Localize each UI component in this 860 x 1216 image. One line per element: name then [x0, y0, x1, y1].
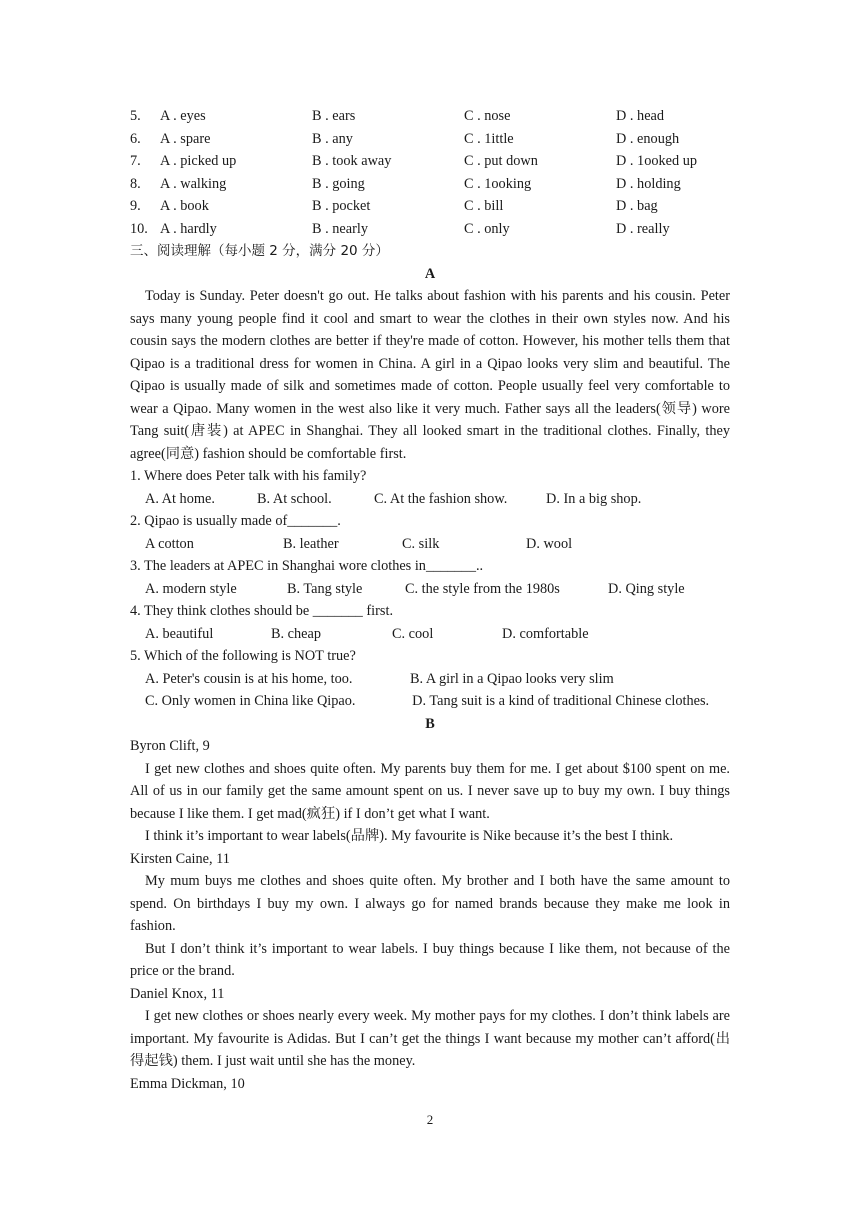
- option-row: [130, 150, 730, 173]
- speaker-name: Emma Dickman, 10: [130, 1075, 245, 1092]
- paragraph: But I don’t think it’s important to wear labels. I buy things because I like them, not because of the price or the brand.: [130, 940, 730, 979]
- answer-choices: [130, 488, 730, 511]
- answer-choice: B. At school.: [257, 490, 332, 507]
- option-a: A . picked up: [160, 153, 237, 169]
- answer-choice: C. silk: [402, 535, 440, 552]
- question-number: 7.: [130, 153, 141, 169]
- question-number: 9.: [130, 198, 141, 214]
- answer-choice: A. modern style: [145, 580, 237, 597]
- answer-choice: A cotton: [145, 535, 194, 552]
- option-d: D . enough: [616, 130, 680, 147]
- question-text: 4. They think clothes should be _______ first.: [130, 603, 394, 619]
- option-a: A . walking: [160, 175, 227, 192]
- option-c: C . nose: [464, 108, 511, 124]
- option-row: [130, 128, 730, 151]
- option-d: D . head: [616, 108, 665, 124]
- passage-a-questions: [130, 465, 730, 713]
- question-number: 8.: [130, 175, 141, 192]
- option-c: C . 1ittle: [464, 130, 514, 147]
- option-a: A . eyes: [160, 108, 206, 124]
- speaker-name: Byron Clift, 9: [130, 738, 210, 754]
- question-number: 5.: [130, 108, 141, 124]
- answer-choice: A. At home.: [145, 490, 215, 507]
- answer-choice: D. In a big shop.: [546, 490, 642, 507]
- option-row: [130, 173, 730, 196]
- option-d: D . holding: [616, 175, 681, 192]
- option-d: D . 1ooked up: [616, 153, 698, 169]
- answer-choice: C. Only women in China like Qipao.: [145, 693, 356, 709]
- question-text: 2. Qipao is usually made of_______.: [130, 513, 341, 529]
- answer-choices: [130, 578, 730, 601]
- answer-choice: D. comfortable: [502, 625, 589, 642]
- page-number: 2: [426, 1112, 434, 1127]
- option-a: A . spare: [160, 130, 211, 147]
- paragraph: I get new clothes and shoes quite often. My parents buy them for me. I get about $100 spent on me. All of us in our family get the same amount spent on us. I never save up to buy my own. I buy things because I like them. I get mad(疯狂) if I don’t get what I want.: [130, 760, 730, 822]
- answer-choice: A. Peter's cousin is at his home, too.: [145, 670, 353, 687]
- cloze-options: [130, 105, 730, 240]
- answer-choice: B. cheap: [271, 625, 322, 642]
- answer-choice: B. Tang style: [287, 580, 363, 597]
- paragraph: I think it’s important to wear labels(品牌). My favourite is Nike because it’s the best I think.: [145, 828, 674, 844]
- question-number: 10.: [130, 220, 148, 237]
- option-b: B . nearly: [312, 220, 368, 237]
- paragraph: My mum buys me clothes and shoes quite often. My brother and I both have the same amount to spend. On birthdays I buy my own. I always go for named brands because they make me look in fashion.: [130, 873, 730, 934]
- option-row: [130, 105, 730, 128]
- answer-choice: C. At the fashion show.: [374, 490, 508, 507]
- option-row: [130, 195, 730, 218]
- option-c: C . bill: [464, 198, 504, 214]
- option-b: B . any: [312, 130, 353, 147]
- answer-choice: A. beautiful: [145, 625, 214, 642]
- paragraph: I get new clothes or shoes nearly every week. My mother pays for my clothes. I don’t think labels are important. My favourite is Adidas. But I can’t get the things I want because my mother can’t afford(出得起钱) them. I just wait until she has the money.: [130, 1008, 730, 1069]
- question-text: 3. The leaders at APEC in Shanghai wore clothes in_______..: [130, 558, 484, 574]
- option-a: A . book: [160, 198, 209, 214]
- option-d: D . really: [616, 220, 670, 237]
- answer-choices: [130, 623, 730, 646]
- answer-choice: D. wool: [526, 535, 573, 552]
- option-a: A . hardly: [160, 220, 217, 237]
- answer-choice: C. the style from the 1980s: [405, 580, 560, 597]
- question-number: 6.: [130, 130, 141, 147]
- speaker-name: Daniel Knox, 11: [130, 985, 225, 1002]
- option-c: C . put down: [464, 153, 538, 169]
- answer-choice: B. A girl in a Qipao looks very slim: [410, 670, 614, 687]
- answer-choices: [130, 533, 730, 556]
- option-row: [130, 218, 730, 241]
- option-b: B . ears: [312, 108, 356, 124]
- answer-choice: C. cool: [392, 625, 434, 642]
- answer-choice: D. Tang suit is a kind of traditional Chinese clothes.: [412, 693, 710, 709]
- answer-choices: [130, 668, 730, 691]
- answer-choice: D. Qing style: [608, 580, 685, 597]
- question-text: 1. Where does Peter talk with his family?: [130, 468, 367, 484]
- answer-choices: [130, 690, 730, 713]
- option-c: C . 1ooking: [464, 175, 532, 192]
- passage-a-heading: A: [424, 265, 436, 282]
- section-title: 三、阅读理解（每小题 2 分，满分 20 分）: [130, 243, 389, 259]
- passage-b-heading: B: [425, 715, 435, 732]
- option-b: B . going: [312, 175, 365, 192]
- answer-choice: B. leather: [283, 535, 339, 552]
- passage-a-text: Today is Sunday. Peter doesn't go out. He talks about fashion with his parents and his cousin. Peter says many young people find it cool and smart to wear the clothes in their own styles now. And his cousin says the modern clothes are better if they're made of cotton. However, his mother tells them that Qipao is a traditional dress for women in China. A girl in a Qipao looks very slim and beautiful. The Qipao is usually made of silk and sometimes made of cotton. People usually feel very comfortable to wear a Qipao. Many women in the west also like it very much. Father says all the leaders(领导) wore Tang suit(唐装) at APEC in Shanghai. They all looked smart in the traditional clothes. Finally, they agree(同意) fashion should be comfortable first.: [130, 288, 730, 462]
- option-c: C . only: [464, 220, 510, 237]
- question-text: 5. Which of the following is NOT true?: [130, 648, 356, 664]
- option-b: B . took away: [312, 153, 392, 169]
- document-page: [130, 105, 730, 1095]
- speaker-name: Kirsten Caine, 11: [130, 850, 230, 867]
- option-b: B . pocket: [312, 198, 371, 214]
- option-d: D . bag: [616, 198, 658, 214]
